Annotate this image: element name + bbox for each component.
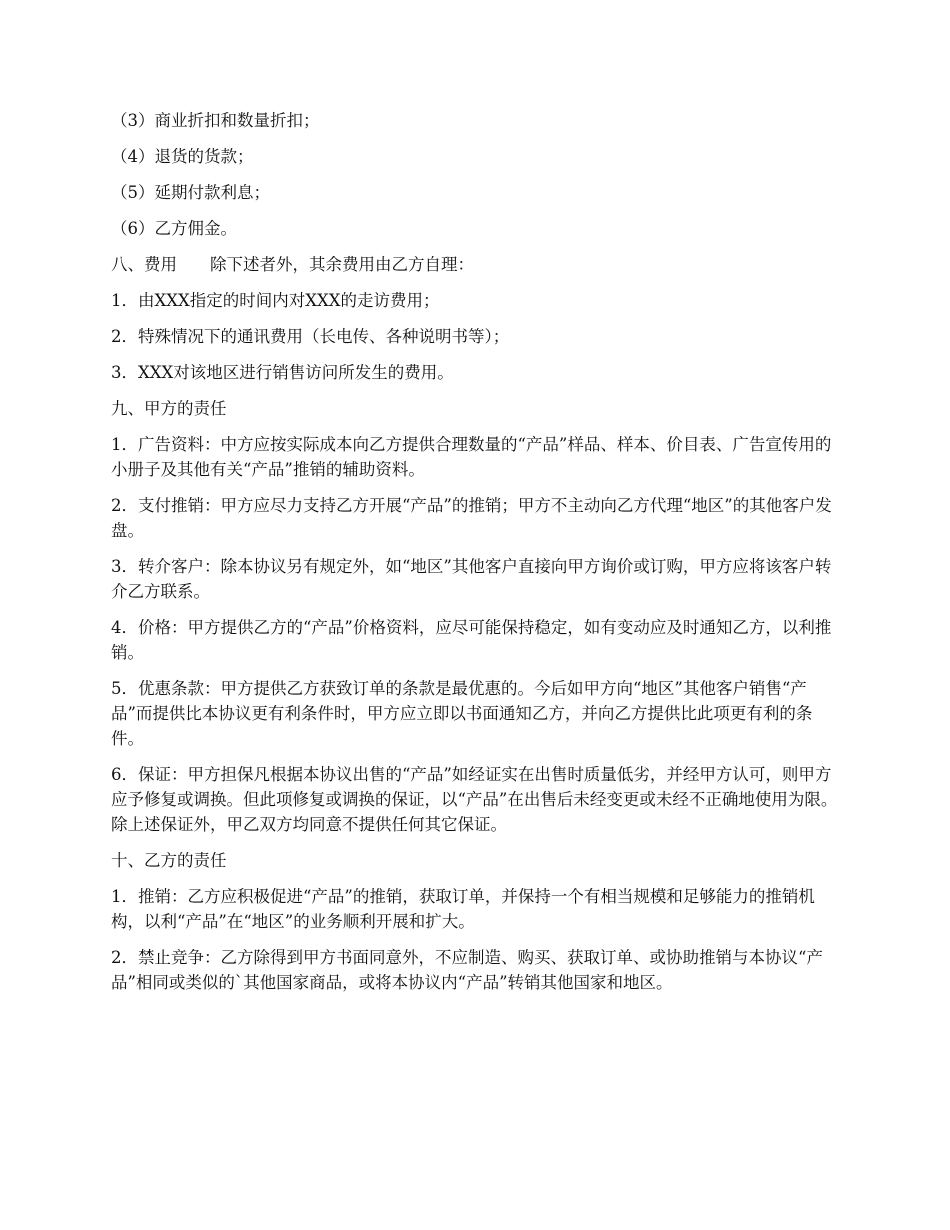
expense-item-sales-visit: 3．XXX对该地区进行销售访问所发生的费用。 [111,363,454,382]
clause-guarantee: 6．保证：甲方担保凡根据本协议出售的“产品”如经证实在出售时质量低劣，并经甲方认可，则甲方应予修复或调换。但此项修复或调换的保证，以“产品”在出售后未经变更或未经不正确地使用为限。除上述保证外，甲乙双方均同意不提供任何其它保证。 [111,765,838,834]
section-heading-expenses: 八、费用 除下述者外，其余费用由乙方自理： [111,255,474,274]
expense-item-communication: 2．特殊情况下的通讯费用（长电传、各种说明书等）； [111,327,510,346]
section-heading-party-a: 九、甲方的责任 [111,399,227,418]
document-body [111,108,841,1006]
list-item-commercial-discount: （3）商业折扣和数量折扣； [111,111,320,130]
section-heading-party-b: 十、乙方的责任 [111,851,227,870]
clause-non-competition: 2．禁止竞争：乙方除得到甲方书面同意外，不应制造、购买、获取订单、或协助推销与本协议“产品”相同或类似的`其他国家商品，或将本协议内“产品”转销其他国家和地区。 [111,948,823,992]
clause-promotion: 1．推销：乙方应积极促进“产品”的推销，获取订单，并保持一个有相当规模和足够能力的推销机构，以利“产品”在“地区”的业务顺利开展和扩大。 [111,887,815,931]
clause-preferential-terms: 5．优惠条款：甲方提供乙方获致订单的条款是最优惠的。今后如甲方向“地区”其他客户销售“产品”而提供比本协议更有利条件时，甲方应立即以书面通知乙方，并向乙方提供比此项更有利的条件。 [111,679,813,748]
list-item-returned-goods: （4）退货的货款； [111,147,254,166]
clause-referral: 3．转介客户：除本协议另有规定外，如“地区”其他客户直接向甲方询价或订购，甲方应将该客户转介乙方联系。 [111,557,832,601]
list-item-deferred-interest: （5）延期付款利息； [111,183,270,202]
clause-advertising-materials: 1．广告资料：中方应按实际成本向乙方提供合理数量的“产品”样品、样本、价目表、广告宣传用的小册子及其他有关“产品”推销的辅助资料。 [111,435,832,479]
clause-price: 4．价格：甲方提供乙方的“产品”价格资料，应尽可能保持稳定，如有变动应及时通知乙方，以利推销。 [111,618,832,662]
expense-item-visit: 1．由XXX指定的时间内对XXX的走访费用； [111,291,440,310]
list-item-commission: （6）乙方佣金。 [111,219,237,238]
clause-support-promotion: 2．支付推销：甲方应尽力支持乙方开展“产品”的推销；甲方不主动向乙方代理“地区”的其他客户发盘。 [111,496,832,540]
